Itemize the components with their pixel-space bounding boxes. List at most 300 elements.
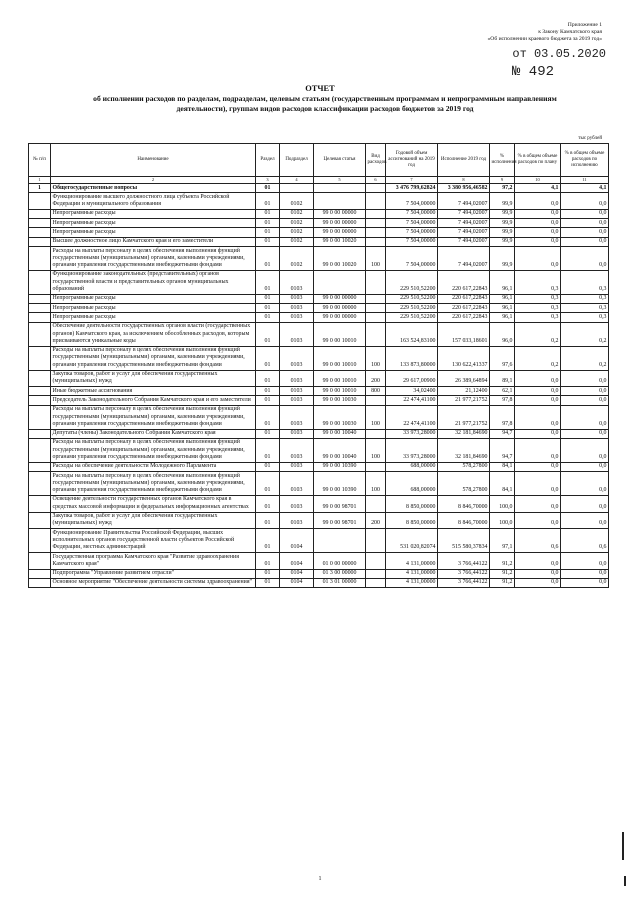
cell-vr: 800 <box>366 387 386 396</box>
table-row <box>29 228 609 237</box>
table-row <box>29 512 609 529</box>
table-row <box>29 429 609 438</box>
cell-target: 99 0 00 00000 <box>314 294 366 303</box>
cell-plan: 531 020,82074 <box>386 529 438 553</box>
cell-n <box>29 370 51 387</box>
column-number: 1 <box>29 177 51 184</box>
cell-sub: 0102 <box>280 209 314 218</box>
cell-sec: 01 <box>256 495 280 512</box>
cell-plan: 33 973,28000 <box>386 438 438 462</box>
cell-p11: 0,0 <box>561 438 609 462</box>
cell-target: 99 0 00 98701 <box>314 512 366 529</box>
cell-sub <box>280 184 314 193</box>
cell-pct: 96,1 <box>490 270 515 294</box>
cell-p10: 0,0 <box>515 370 561 387</box>
appendix-line: Приложение 1 <box>567 22 602 28</box>
cell-sub: 0103 <box>280 304 314 313</box>
cell-vr <box>366 495 386 512</box>
cell-p10: 0,0 <box>515 387 561 396</box>
cell-exec: 220 617,22843 <box>438 313 490 322</box>
cell-name: Функционирование высшего должностного лица субъекта Российской Федерации и муниципального образования <box>51 193 256 210</box>
cell-name: Расходы на выплаты персоналу в целях обеспечения выполнения функций государственными (муниципальными) органами, казенными учреждениями, органами управления государственными внебюджетными фондами <box>51 472 256 496</box>
cell-target: 99 0 00 00000 <box>314 219 366 228</box>
cell-target: 99 0 00 00000 <box>314 228 366 237</box>
cell-plan: 688,00000 <box>386 472 438 496</box>
column-header: Исполнение 2019 год <box>438 144 490 177</box>
column-number: 3 <box>256 177 280 184</box>
cell-p10: 0,0 <box>515 569 561 578</box>
cell-pct: 91,2 <box>490 553 515 570</box>
cell-name: Расходы на выплаты персоналу в целях обеспечения выполнения функций государственными (муниципальными) органами, казенными учреждениями, органами управления государственными внебюджетными фондами <box>51 346 256 370</box>
cell-p11: 0,2 <box>561 346 609 370</box>
cell-sec: 01 <box>256 396 280 405</box>
cell-sub: 0102 <box>280 219 314 228</box>
column-number: 7 <box>386 177 438 184</box>
cell-plan: 163 524,83100 <box>386 322 438 346</box>
column-number: 5 <box>314 177 366 184</box>
cell-name: Закупка товаров, работ и услуг для обеспечения государственных (муниципальных) нужд <box>51 512 256 529</box>
table-row <box>29 438 609 462</box>
cell-pct: 97,8 <box>490 396 515 405</box>
cell-name: Иные бюджетные ассигнования <box>51 387 256 396</box>
cell-p11: 0,0 <box>561 247 609 271</box>
cell-n <box>29 313 51 322</box>
cell-p11: 0,0 <box>561 569 609 578</box>
cell-n <box>29 209 51 218</box>
cell-exec: 32 181,84690 <box>438 438 490 462</box>
cell-plan: 229 510,52200 <box>386 304 438 313</box>
cell-p10: 0,0 <box>515 429 561 438</box>
table-row <box>29 304 609 313</box>
cell-vr <box>366 294 386 303</box>
cell-vr: 100 <box>366 472 386 496</box>
cell-exec: 578,27800 <box>438 472 490 496</box>
cell-p10: 0,0 <box>515 578 561 587</box>
table-row <box>29 387 609 396</box>
cell-plan: 7 504,00000 <box>386 193 438 210</box>
cell-pct: 97,8 <box>490 405 515 429</box>
cell-sec: 01 <box>256 529 280 553</box>
cell-p11: 0,0 <box>561 387 609 396</box>
table-row <box>29 313 609 322</box>
cell-exec: 220 617,22843 <box>438 270 490 294</box>
cell-n <box>29 569 51 578</box>
cell-n <box>29 462 51 471</box>
report-table <box>28 143 609 588</box>
cell-pct: 99,9 <box>490 193 515 210</box>
cell-vr <box>366 219 386 228</box>
cell-sec: 01 <box>256 429 280 438</box>
cell-exec: 3 766,44122 <box>438 553 490 570</box>
cell-name: Непрограммные расходы <box>51 304 256 313</box>
cell-exec: 130 622,41337 <box>438 346 490 370</box>
cell-name: Непрограммные расходы <box>51 313 256 322</box>
cell-name: Основное мероприятие "Обеспечение деятельности системы здравоохранения" <box>51 578 256 587</box>
cell-p11: 0,0 <box>561 193 609 210</box>
cell-n <box>29 247 51 271</box>
cell-pct: 97,1 <box>490 529 515 553</box>
cell-p10: 0,3 <box>515 270 561 294</box>
cell-sub: 0103 <box>280 270 314 294</box>
cell-plan: 133 873,80000 <box>386 346 438 370</box>
cell-pct: 99,9 <box>490 219 515 228</box>
cell-p10: 0,3 <box>515 304 561 313</box>
cell-exec: 21 977,21752 <box>438 396 490 405</box>
cell-p10: 0,0 <box>515 512 561 529</box>
cell-p11: 0,3 <box>561 270 609 294</box>
cell-n <box>29 237 51 246</box>
cell-target: 99 0 00 10010 <box>314 370 366 387</box>
cell-plan: 7 504,00000 <box>386 219 438 228</box>
cell-sec: 01 <box>256 462 280 471</box>
cell-pct: 99,9 <box>490 209 515 218</box>
cell-vr: 100 <box>366 247 386 271</box>
cell-plan: 229 510,52200 <box>386 270 438 294</box>
cell-n <box>29 405 51 429</box>
cell-n <box>29 193 51 210</box>
table-row <box>29 184 609 193</box>
cell-sub: 0103 <box>280 346 314 370</box>
cell-p11: 4,1 <box>561 184 609 193</box>
cell-p11: 0,0 <box>561 370 609 387</box>
cell-exec: 32 181,84690 <box>438 429 490 438</box>
table-row <box>29 294 609 303</box>
cell-target: 99 0 00 10010 <box>314 387 366 396</box>
cell-name: Обеспечение деятельности государственных органов власти (государственных органов) Камчатского края, за исключением обособленных расходов, которым присваиваются уникальные коды <box>51 322 256 346</box>
scan-mark <box>622 832 624 860</box>
cell-target: 99 0 00 10390 <box>314 472 366 496</box>
cell-n <box>29 270 51 294</box>
cell-sec: 01 <box>256 370 280 387</box>
cell-plan: 7 504,00000 <box>386 209 438 218</box>
column-header: Годовой объем ассигнований на 2019 год <box>386 144 438 177</box>
cell-sec: 01 <box>256 438 280 462</box>
column-number: 2 <box>51 177 256 184</box>
units-label: тыс рублей <box>578 136 602 141</box>
cell-p11: 0,0 <box>561 553 609 570</box>
cell-sec: 01 <box>256 346 280 370</box>
cell-pct: 100,0 <box>490 495 515 512</box>
cell-n <box>29 429 51 438</box>
cell-p10: 0,3 <box>515 294 561 303</box>
column-number: 4 <box>280 177 314 184</box>
table-row <box>29 247 609 271</box>
cell-sec: 01 <box>256 209 280 218</box>
cell-p10: 0,2 <box>515 322 561 346</box>
column-number: 9 <box>490 177 515 184</box>
cell-p11: 0,6 <box>561 529 609 553</box>
cell-n <box>29 294 51 303</box>
cell-n <box>29 387 51 396</box>
cell-vr <box>366 228 386 237</box>
cell-pct: 97,2 <box>490 184 515 193</box>
cell-sub: 0103 <box>280 396 314 405</box>
cell-name: Непрограммные расходы <box>51 294 256 303</box>
cell-vr <box>366 270 386 294</box>
cell-sec: 01 <box>256 237 280 246</box>
table-row <box>29 553 609 570</box>
cell-exec: 157 033,18601 <box>438 322 490 346</box>
cell-pct: 84,1 <box>490 472 515 496</box>
table-row <box>29 209 609 218</box>
cell-p11: 0,0 <box>561 578 609 587</box>
cell-vr: 200 <box>366 512 386 529</box>
table-row <box>29 529 609 553</box>
cell-sub: 0103 <box>280 429 314 438</box>
cell-name: Депутаты (члены) Законодательного Собрания Камчатского края <box>51 429 256 438</box>
cell-p11: 0,0 <box>561 209 609 218</box>
cell-target: 99 0 00 10010 <box>314 322 366 346</box>
cell-exec: 3 766,44122 <box>438 569 490 578</box>
cell-target: 01 3 00 00000 <box>314 569 366 578</box>
cell-p11: 0,0 <box>561 405 609 429</box>
cell-name: Закупка товаров, работ и услуг для обеспечения государственных (муниципальных) нужд <box>51 370 256 387</box>
column-header: Вид расходов <box>366 144 386 177</box>
cell-pct: 99,9 <box>490 247 515 271</box>
table-body <box>29 184 609 588</box>
cell-p10: 0,2 <box>515 346 561 370</box>
column-header: % в общем объеме расходов по исполнению <box>561 144 609 177</box>
cell-sec: 01 <box>256 270 280 294</box>
column-header: Раздел <box>256 144 280 177</box>
cell-exec: 8 846,70000 <box>438 495 490 512</box>
cell-target <box>314 529 366 553</box>
appendix-line: к Закону Камчатского края <box>538 29 602 35</box>
report-subtitle: об исполнении расходов по разделам, подразделам, целевым статьям (государственным программам и непрограммным направлениям деятельности), группам видов расходов классификации расходов бюджетов за 2019 год <box>93 94 557 113</box>
cell-p11: 0,0 <box>561 462 609 471</box>
cell-vr <box>366 237 386 246</box>
cell-sub: 0103 <box>280 322 314 346</box>
cell-sub: 0104 <box>280 569 314 578</box>
cell-p10: 0,0 <box>515 405 561 429</box>
cell-sec: 01 <box>256 219 280 228</box>
cell-n <box>29 228 51 237</box>
cell-vr <box>366 462 386 471</box>
cell-n: 1 <box>29 184 51 193</box>
cell-pct: 91,2 <box>490 578 515 587</box>
cell-name: Непрограммные расходы <box>51 228 256 237</box>
cell-pct: 91,2 <box>490 569 515 578</box>
cell-vr <box>366 429 386 438</box>
table-row <box>29 322 609 346</box>
cell-pct: 94,7 <box>490 438 515 462</box>
cell-n <box>29 495 51 512</box>
cell-sec: 01 <box>256 387 280 396</box>
cell-name: Общегосударственные вопросы <box>51 184 256 193</box>
cell-name: Непрограммные расходы <box>51 219 256 228</box>
cell-exec: 26 389,64894 <box>438 370 490 387</box>
cell-pct: 96,1 <box>490 294 515 303</box>
cell-p10: 0,3 <box>515 313 561 322</box>
table-row <box>29 396 609 405</box>
column-number: 8 <box>438 177 490 184</box>
cell-p11: 0,0 <box>561 512 609 529</box>
cell-sec: 01 <box>256 322 280 346</box>
cell-sub: 0103 <box>280 438 314 462</box>
cell-exec: 7 494,02007 <box>438 237 490 246</box>
cell-sec: 01 <box>256 228 280 237</box>
cell-target: 99 0 00 10030 <box>314 396 366 405</box>
cell-pct: 84,1 <box>490 462 515 471</box>
cell-exec: 7 494,02007 <box>438 219 490 228</box>
table-row <box>29 569 609 578</box>
cell-p10: 0,0 <box>515 219 561 228</box>
table-row <box>29 405 609 429</box>
cell-p11: 0,0 <box>561 237 609 246</box>
cell-sub: 0103 <box>280 405 314 429</box>
cell-sub: 0103 <box>280 512 314 529</box>
cell-p10: 0,0 <box>515 228 561 237</box>
cell-plan: 34,02400 <box>386 387 438 396</box>
cell-p10: 0,0 <box>515 193 561 210</box>
cell-sec: 01 <box>256 304 280 313</box>
cell-sec: 01 <box>256 184 280 193</box>
cell-sec: 01 <box>256 569 280 578</box>
cell-n <box>29 472 51 496</box>
cell-p10: 4,1 <box>515 184 561 193</box>
cell-exec: 220 617,22843 <box>438 304 490 313</box>
cell-pct: 89,1 <box>490 370 515 387</box>
cell-n <box>29 512 51 529</box>
table-row <box>29 472 609 496</box>
cell-plan: 229 510,52200 <box>386 313 438 322</box>
cell-p10: 0,0 <box>515 495 561 512</box>
cell-exec: 7 494,02007 <box>438 209 490 218</box>
table-row <box>29 346 609 370</box>
cell-p10: 0,0 <box>515 553 561 570</box>
cell-name: Расходы на выплаты персоналу в целях обеспечения выполнения функций государственными (муниципальными) органами, казенными учреждениями, органами управления государственными внебюджетными фондами <box>51 405 256 429</box>
cell-p10: 0,0 <box>515 209 561 218</box>
table-row <box>29 495 609 512</box>
cell-sec: 01 <box>256 193 280 210</box>
cell-target: 99 0 00 10030 <box>314 405 366 429</box>
cell-exec: 7 494,02007 <box>438 193 490 210</box>
cell-n <box>29 322 51 346</box>
page-number: 1 <box>318 876 322 882</box>
cell-target: 99 0 00 10040 <box>314 438 366 462</box>
table-header-row <box>29 144 609 177</box>
cell-p10: 0,0 <box>515 438 561 462</box>
cell-name: Подпрограмма "Управление развитием отрасли" <box>51 569 256 578</box>
cell-exec: 7 494,02007 <box>438 228 490 237</box>
cell-target <box>314 193 366 210</box>
number-stamp: № 492 <box>511 64 554 80</box>
cell-name: Освещение деятельности государственных органов Камчатского края в средствах массовой информации и федеральных информационных агентствах <box>51 495 256 512</box>
cell-vr <box>366 578 386 587</box>
cell-name: Высшее должностное лицо Камчатского края и его заместители <box>51 237 256 246</box>
column-header: Подраздел <box>280 144 314 177</box>
cell-p11: 0,0 <box>561 219 609 228</box>
cell-vr <box>366 529 386 553</box>
cell-sec: 01 <box>256 294 280 303</box>
cell-n <box>29 529 51 553</box>
cell-target: 99 0 00 00000 <box>314 209 366 218</box>
cell-plan: 33 973,28000 <box>386 429 438 438</box>
cell-name: Функционирование законодательных (представительных) органов государственной власти и представительных органов муниципальных образований <box>51 270 256 294</box>
cell-target: 99 0 00 00000 <box>314 313 366 322</box>
cell-name: Непрограммные расходы <box>51 209 256 218</box>
cell-target: 01 3 01 00000 <box>314 578 366 587</box>
cell-exec: 3 766,44122 <box>438 578 490 587</box>
column-number: 10 <box>515 177 561 184</box>
cell-plan: 22 474,41100 <box>386 396 438 405</box>
cell-vr <box>366 396 386 405</box>
cell-name: Расходы на выплаты персоналу в целях обеспечения выполнения функций государственными (муниципальными) органами, казенными учреждениями, органами управления государственными внебюджетными фондами <box>51 247 256 271</box>
cell-n <box>29 578 51 587</box>
cell-p10: 0,0 <box>515 237 561 246</box>
date-stamp: от 03.05.2020 <box>512 47 606 61</box>
cell-n <box>29 304 51 313</box>
table-row <box>29 578 609 587</box>
cell-plan: 7 504,00000 <box>386 237 438 246</box>
cell-vr <box>366 193 386 210</box>
column-header: % исполнения <box>490 144 515 177</box>
cell-n <box>29 219 51 228</box>
column-header: % в общем объеме расходов по плану <box>515 144 561 177</box>
cell-target: 99 0 00 10010 <box>314 346 366 370</box>
cell-p10: 0,0 <box>515 462 561 471</box>
cell-target: 99 0 00 10390 <box>314 462 366 471</box>
cell-p10: 0,0 <box>515 472 561 496</box>
table-row <box>29 237 609 246</box>
cell-name: Председатель Законодательного Собрания Камчатского края и его заместители <box>51 396 256 405</box>
column-header: Целевая статья <box>314 144 366 177</box>
cell-name: Расходы на обеспечение деятельности Молодежного Парламента <box>51 462 256 471</box>
cell-sub: 0103 <box>280 387 314 396</box>
cell-sub: 0103 <box>280 294 314 303</box>
column-number-row <box>29 177 609 184</box>
cell-vr: 100 <box>366 405 386 429</box>
cell-vr <box>366 553 386 570</box>
cell-vr <box>366 313 386 322</box>
cell-target <box>314 184 366 193</box>
cell-name: Функционирование Правительства Российской Федерации, высших исполнительных органов государственной власти субъектов Российской Федерации, местных администраций <box>51 529 256 553</box>
cell-sec: 01 <box>256 553 280 570</box>
cell-p11: 0,0 <box>561 429 609 438</box>
cell-target: 99 0 00 98701 <box>314 495 366 512</box>
cell-exec: 220 617,22843 <box>438 294 490 303</box>
cell-pct: 97,6 <box>490 346 515 370</box>
cell-target: 99 0 00 10020 <box>314 237 366 246</box>
cell-sec: 01 <box>256 247 280 271</box>
cell-plan: 3 476 799,62824 <box>386 184 438 193</box>
cell-target <box>314 270 366 294</box>
cell-name: Расходы на выплаты персоналу в целях обеспечения выполнения функций государственными (муниципальными) органами, казенными учреждениями, органами управления государственными внебюджетными фондами <box>51 438 256 462</box>
cell-vr: 100 <box>366 346 386 370</box>
column-number: 11 <box>561 177 609 184</box>
cell-p11: 0,0 <box>561 472 609 496</box>
cell-vr <box>366 322 386 346</box>
cell-pct: 62,1 <box>490 387 515 396</box>
cell-p11: 0,3 <box>561 294 609 303</box>
cell-target: 99 0 00 00000 <box>314 304 366 313</box>
cell-exec: 21 977,21752 <box>438 405 490 429</box>
cell-n <box>29 396 51 405</box>
cell-p10: 0,6 <box>515 529 561 553</box>
cell-vr <box>366 304 386 313</box>
cell-p11: 0,0 <box>561 495 609 512</box>
table-row <box>29 219 609 228</box>
cell-sec: 01 <box>256 313 280 322</box>
cell-n <box>29 346 51 370</box>
table-row <box>29 462 609 471</box>
cell-sub: 0104 <box>280 553 314 570</box>
cell-exec: 21,12400 <box>438 387 490 396</box>
cell-pct: 100,0 <box>490 512 515 529</box>
cell-sub: 0103 <box>280 462 314 471</box>
cell-plan: 4 131,00000 <box>386 569 438 578</box>
cell-plan: 7 504,00000 <box>386 247 438 271</box>
